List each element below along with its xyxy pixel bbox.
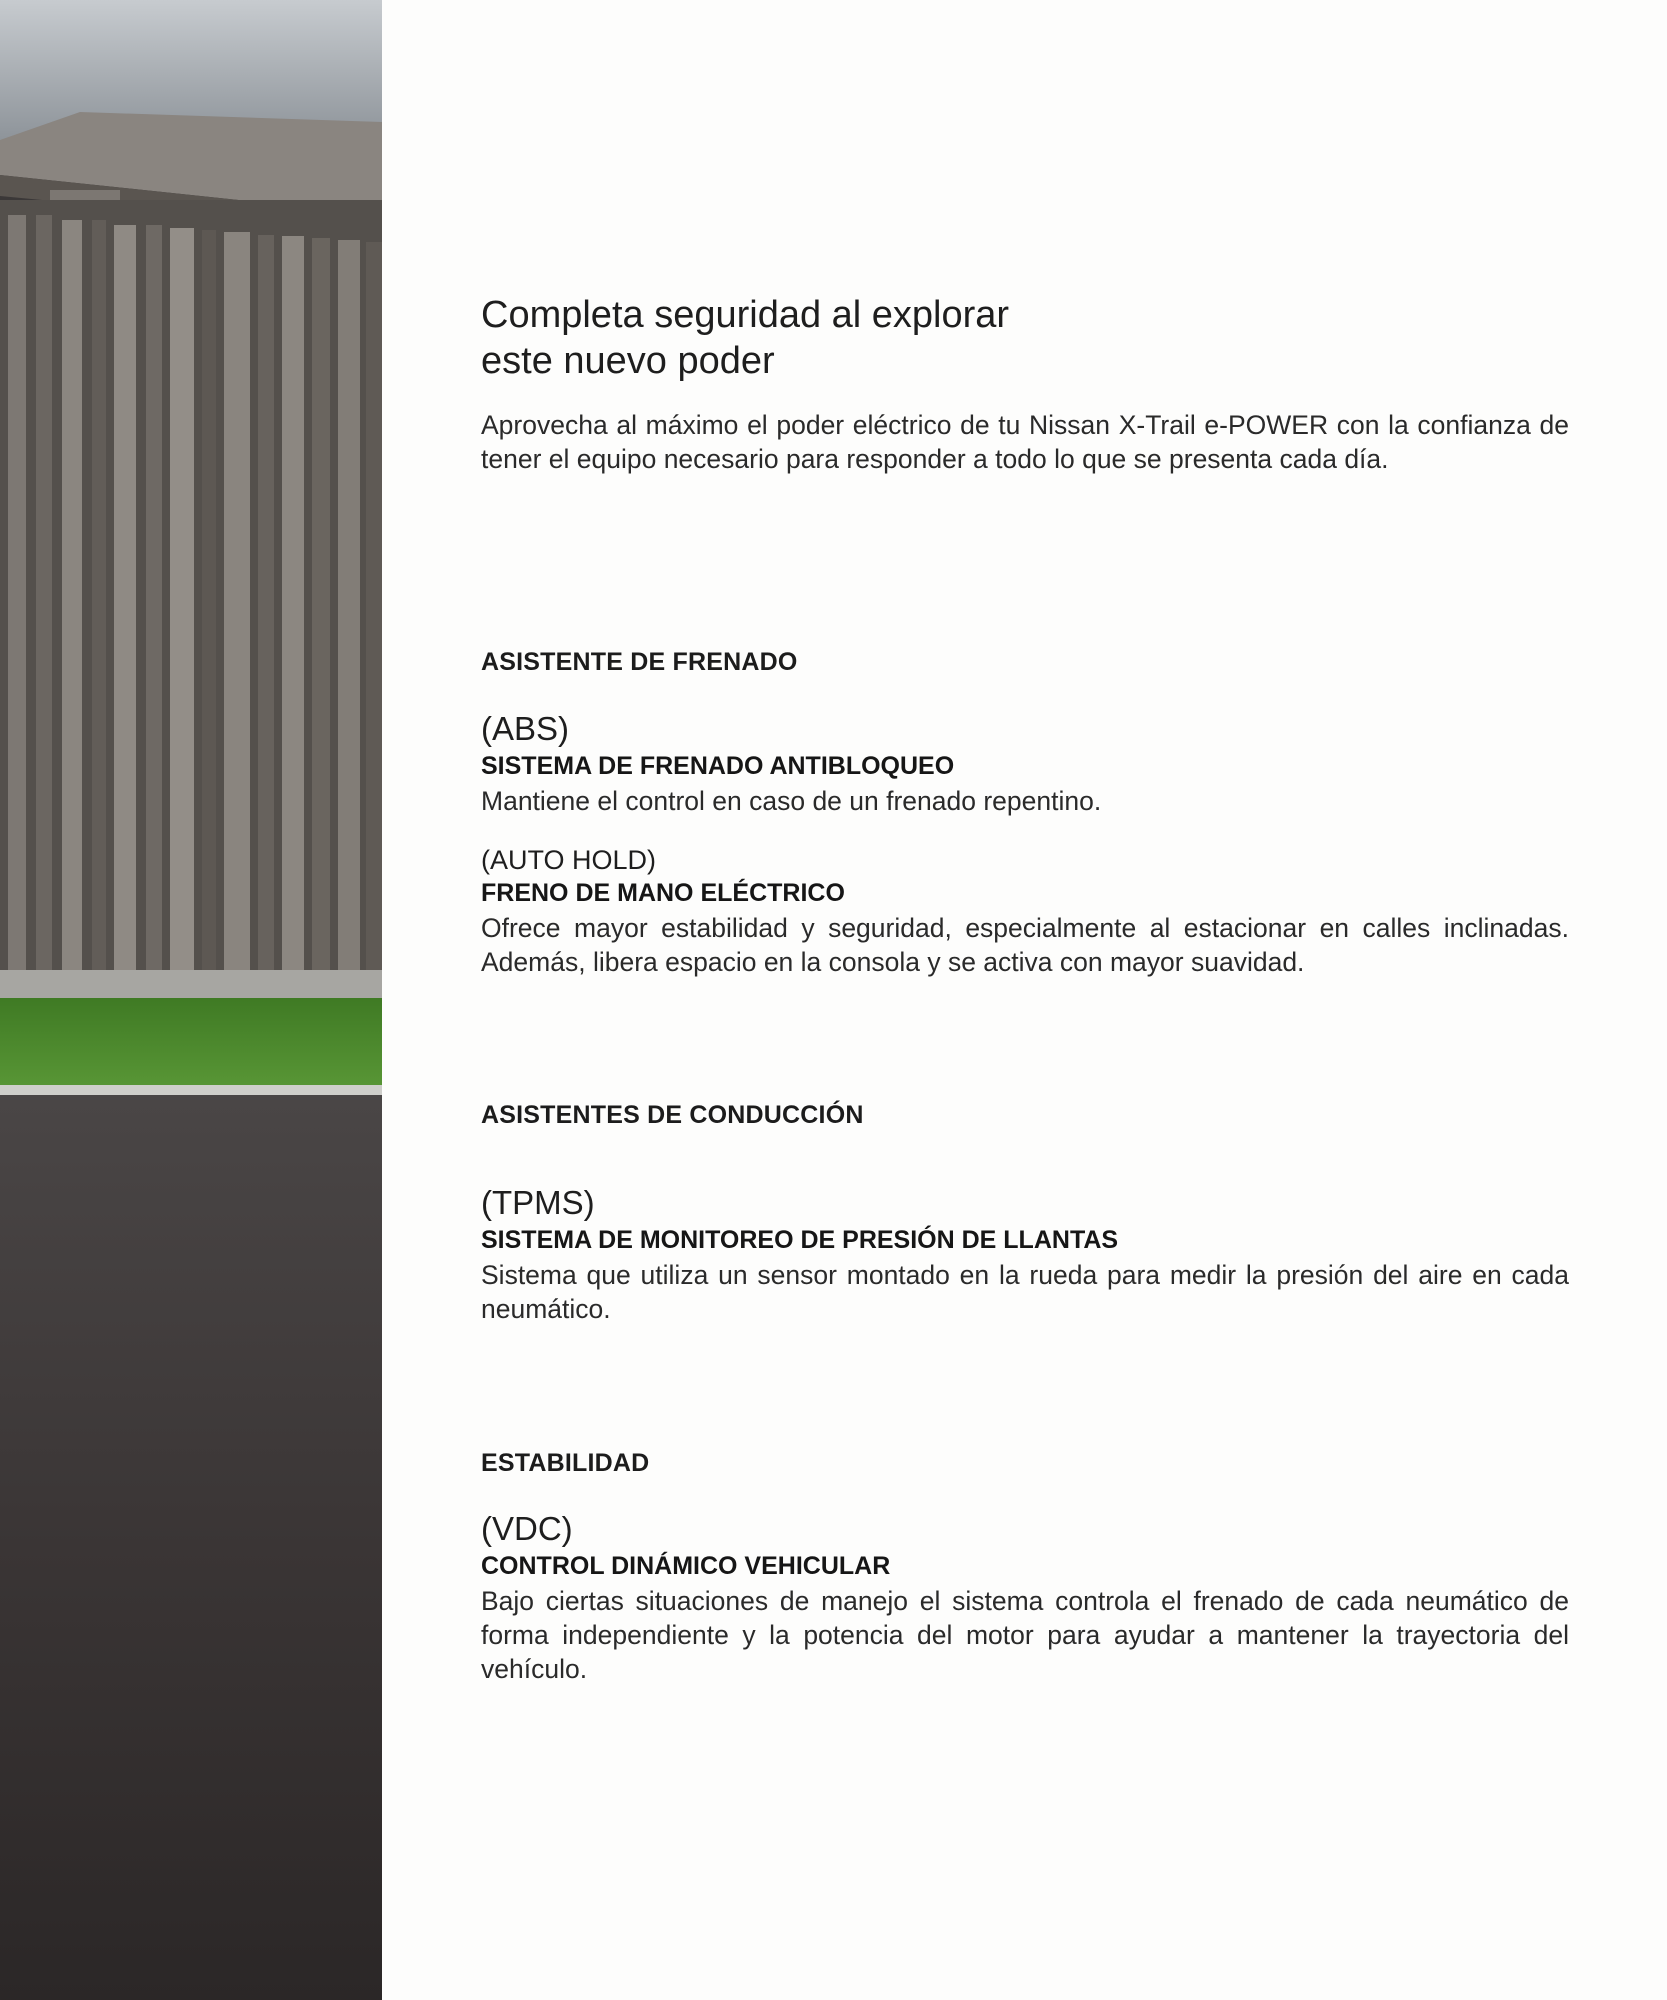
- feature-title-tpms: SISTEMA DE MONITOREO DE PRESIÓN DE LLANTAS: [481, 1226, 1119, 1254]
- building-illustration: [0, 0, 382, 2000]
- page-title-line-1: Completa seguridad al explorar: [481, 294, 1010, 336]
- feature-code-vdc: (VDC): [481, 1510, 573, 1547]
- page-title-line-2: este nuevo poder: [481, 340, 775, 382]
- feature-description-auto-hold: Ofrece mayor estabilidad y seguridad, especialmente al estacionar en calles inclinadas. Además, libera espacio en la consola y se activa con mayor suavidad.: [481, 913, 1569, 977]
- feature-description-vdc: Bajo ciertas situaciones de manejo el sistema controla el frenado de cada neumático de forma independiente y la potencia del motor para ayudar a mantener la trayectoria del vehículo.: [481, 1586, 1569, 1684]
- feature-title-auto-hold: FRENO DE MANO ELÉCTRICO: [481, 879, 845, 907]
- intro-paragraph: Aprovecha al máximo el poder eléctrico de tu Nissan X-Trail e-POWER con la confianza de tener el equipo necesario para responder a todo lo que se presenta cada día.: [481, 410, 1569, 474]
- feature-code-auto-hold: (AUTO HOLD): [481, 845, 657, 875]
- section-heading-braking: ASISTENTE DE FRENADO: [481, 648, 798, 676]
- feature-code-abs: (ABS): [481, 710, 570, 747]
- content-column: [481, 0, 1574, 2000]
- architecture-photo: [0, 0, 382, 2000]
- section-heading-stability: ESTABILIDAD: [481, 1449, 650, 1477]
- feature-title-vdc: CONTROL DINÁMICO VEHICULAR: [481, 1552, 891, 1580]
- feature-code-tpms: (TPMS): [481, 1184, 595, 1221]
- page-title: [481, 292, 1381, 384]
- feature-description-tpms: Sistema que utiliza un sensor montado en la rueda para medir la presión del aire en cada neumático.: [481, 1260, 1569, 1324]
- feature-title-abs: SISTEMA DE FRENADO ANTIBLOQUEO: [481, 752, 955, 780]
- section-heading-driving-assist: ASISTENTES DE CONDUCCIÓN: [481, 1101, 864, 1129]
- feature-description-abs: Mantiene el control en caso de un frenado repentino.: [481, 786, 1102, 816]
